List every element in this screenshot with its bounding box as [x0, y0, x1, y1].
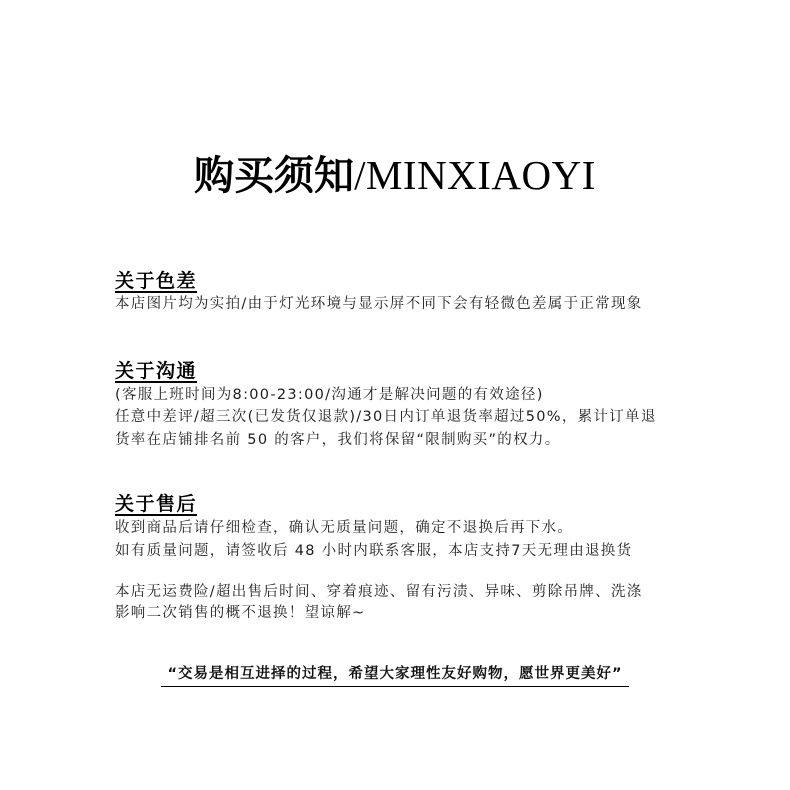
notice-line: 货率在店铺排名前 50 的客户，我们将保留“限制购买”的权力。 — [115, 432, 561, 448]
notice-line: 本店图片均为实拍/由于灯光环境与显示屏不同下会有轻微色差属于正常现象 — [115, 296, 643, 312]
title-chinese: 购买须知 — [194, 153, 355, 199]
heading-color-difference: 关于色差 — [115, 270, 198, 292]
page-title — [0, 148, 790, 211]
notice-line: 如有质量问题，请签收后 48 小时内联系客服，本店支持7天无理由退换货 — [115, 543, 633, 559]
notice-line: 影响二次销售的概不退换！望谅解~ — [115, 605, 366, 621]
heading-communication: 关于沟通 — [115, 360, 198, 382]
closing-quote-container — [7, 663, 783, 687]
notice-line: 任意中差评/超三次(已发货仅退款)/30日内订单退货率超过50%，累计订单退 — [115, 409, 657, 425]
title-brand: /MINXIAOYI — [354, 152, 596, 198]
closing-quote: “交易是相互进择的过程，希望大家理性友好购物，愿世界更美好” — [161, 665, 628, 687]
notice-line: 本店无运费险/超出售后时间、穿着痕迹、留有污渍、异味、剪除吊牌、洗涤 — [115, 584, 643, 600]
notice-line: (客服上班时间为8:00-23:00/沟通才是解决问题的有效途径) — [115, 387, 544, 403]
heading-after-sales: 关于售后 — [115, 493, 198, 515]
notice-line: 收到商品后请仔细检查，确认无质量问题，确定不退换后再下水。 — [115, 520, 574, 536]
